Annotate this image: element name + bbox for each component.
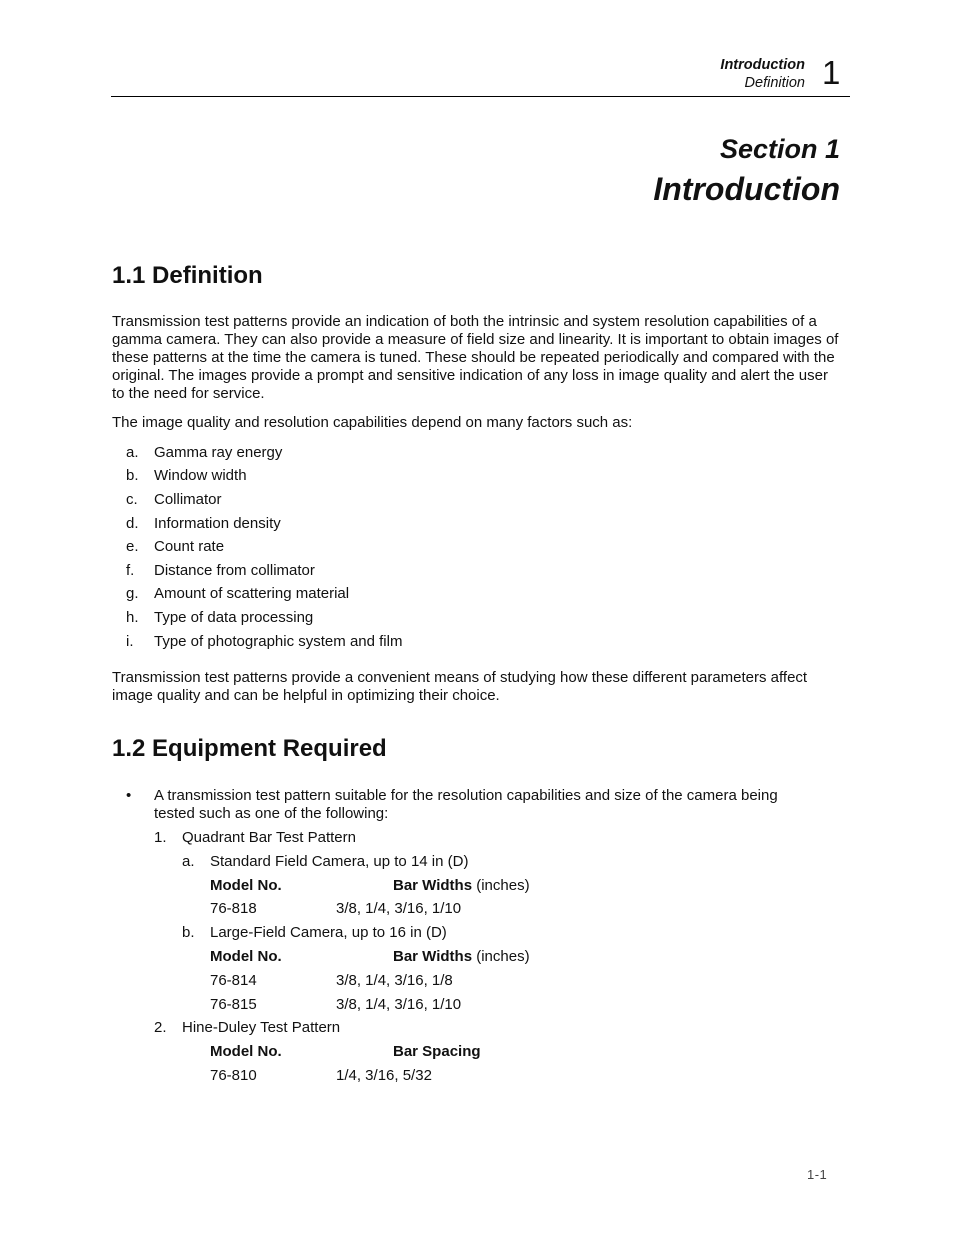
list-item-text: Type of data processing (154, 609, 314, 626)
bar-widths-label: Bar Widths (393, 948, 473, 965)
list-marker: b. (126, 467, 139, 484)
definition-paragraph-1: Transmission test patterns provide an indication of both the intrinsic and system resolution capabilities of a gamma camera. They can also provide a measure of field size and linearity. It is important to obtain images of these patterns at the time the camera is tuned. These should be repeated periodically and compared with the original. The images provide a prompt and sensitive indication of any loss in image quality and alert the user to the need for service. (112, 313, 839, 402)
column-header-model: Model No. (210, 877, 282, 894)
numbered-marker: 2. (154, 1019, 167, 1036)
bar-values: 3/8, 1/4, 3/16, 1/10 (336, 900, 462, 917)
numbered-text: Quadrant Bar Test Pattern (182, 829, 356, 846)
column-header-model: Model No. (210, 1043, 282, 1060)
bar-values: 3/8, 1/4, 3/16, 1/10 (336, 996, 462, 1013)
list-marker: g. (126, 585, 139, 602)
column-header-bar-widths (393, 948, 530, 966)
sub-text: Large-Field Camera, up to 16 in (D) (210, 924, 447, 941)
bar-widths-label: Bar Widths (393, 877, 473, 894)
running-header-chapter: Introduction (720, 57, 805, 73)
numbered-text: Hine-Duley Test Pattern (182, 1019, 341, 1036)
model-number: 76-814 (210, 972, 257, 989)
sub-text: Standard Field Camera, up to 14 in (D) (210, 853, 469, 870)
page-number: 1-1 (807, 1167, 828, 1182)
section-title: Introduction (653, 171, 840, 207)
list-marker: h. (126, 609, 139, 626)
definition-paragraph-3: Transmission test patterns provide a convenient means of studying how these different parameters affect image quality and can be helpful in optimizing their choice. (112, 669, 808, 704)
chapter-number: 1 (822, 54, 841, 91)
model-number: 76-815 (210, 996, 257, 1013)
bullet-text: A transmission test pattern suitable for the resolution capabilities and size of the camera being tested such as one of the following: (154, 787, 778, 822)
section-label: Section 1 (719, 134, 840, 164)
model-number: 76-818 (210, 900, 257, 917)
list-item-text: Count rate (154, 538, 225, 555)
model-number: 76-810 (210, 1067, 257, 1084)
column-header-bar-widths (393, 877, 530, 895)
list-marker: f. (126, 562, 135, 579)
list-marker: d. (126, 515, 139, 532)
list-item-text: Distance from collimator (154, 562, 315, 579)
bar-values: 1/4, 3/16, 5/32 (336, 1067, 432, 1084)
list-item-text: Window width (154, 467, 247, 484)
column-header-model: Model No. (210, 948, 282, 965)
numbered-marker: 1. (154, 829, 167, 846)
list-marker: i. (126, 633, 134, 650)
running-header-section: Definition (744, 75, 805, 91)
heading-equipment: 1.2 Equipment Required (112, 735, 387, 762)
list-item-text: Gamma ray energy (154, 444, 283, 461)
sub-marker: b. (182, 924, 195, 941)
list-item-text: Information density (154, 515, 281, 532)
header-rule (111, 96, 850, 97)
bar-values: 3/8, 1/4, 3/16, 1/8 (336, 972, 453, 989)
heading-definition: 1.1 Definition (112, 262, 263, 289)
bullet-marker: • (126, 787, 132, 804)
list-item-text: Amount of scattering material (154, 585, 350, 602)
definition-paragraph-2: The image quality and resolution capabilities depend on many factors such as: (112, 414, 633, 431)
bar-widths-unit: (inches) (476, 948, 530, 965)
sub-marker: a. (182, 853, 195, 870)
bar-widths-unit: (inches) (476, 877, 530, 894)
list-marker: c. (126, 491, 138, 508)
list-item-text: Collimator (154, 491, 222, 508)
list-marker: e. (126, 538, 139, 555)
list-marker: a. (126, 444, 139, 461)
list-item-text: Type of photographic system and film (154, 633, 403, 650)
column-header-bar-spacing: Bar Spacing (393, 1043, 481, 1060)
